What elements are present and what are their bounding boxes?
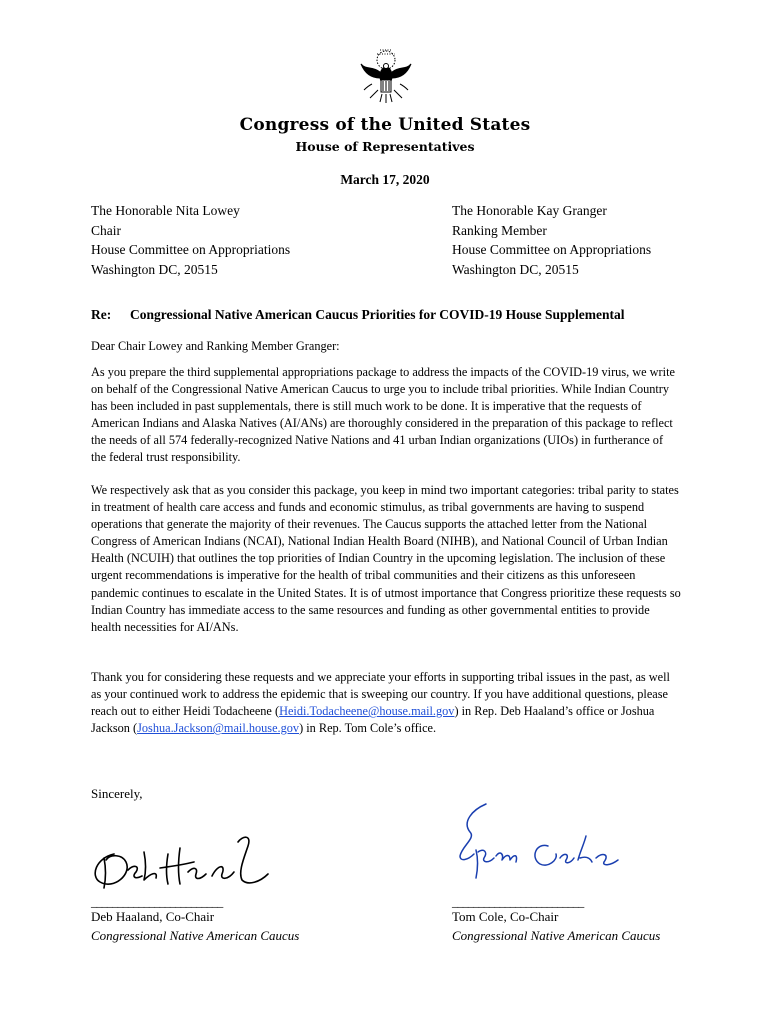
signer-block-haaland xyxy=(91,907,299,945)
signature-haaland xyxy=(88,824,278,896)
paragraph-text-part1: Thank you for considering these requests and we appreciate your efforts in supporting tribal issues in the past, as well as your continued work to address the epidemic that is sweeping our country. If you have additional questions, please reach out to either Heidi Todacheene ( xyxy=(91,670,670,719)
subject-line xyxy=(91,307,624,323)
recipient-committee: House Committee on Appropriations xyxy=(91,242,291,257)
recipient-name: The Honorable Nita Lowey xyxy=(91,203,240,218)
signer-title: Congressional Native American Caucus xyxy=(91,928,300,943)
email-link-todacheene[interactable]: Heidi.Todacheene@house.mail.gov xyxy=(279,704,455,719)
recipient-address-right xyxy=(452,201,651,279)
letterhead-org-name: Congress of the United States xyxy=(239,115,531,135)
letter-date: March 17, 2020 xyxy=(340,172,430,187)
salutation: Dear Chair Lowey and Ranking Member Granger: xyxy=(91,339,340,353)
signature-cole xyxy=(452,796,622,892)
signer-name: Deb Haaland, Co-Chair xyxy=(91,909,215,924)
letterhead-chamber: House of Representatives xyxy=(295,139,475,154)
subject-text: Congressional Native American Caucus Priorities for COVID-19 House Supplemental xyxy=(130,307,625,322)
recipient-role: Chair xyxy=(91,222,121,238)
paragraph-text-part3: ) in Rep. Tom Cole’s office. xyxy=(299,721,437,736)
signature-line-left: _________________________ xyxy=(91,895,223,909)
paragraph-text-part2: ) in Rep. Deb Haaland’s office or Joshua Jackson ( xyxy=(91,704,655,736)
closing: Sincerely, xyxy=(91,786,143,801)
recipient-city: Washington DC, 20515 xyxy=(452,261,579,277)
signer-title: Congressional Native American Caucus xyxy=(452,928,661,943)
body-paragraph-1 xyxy=(91,364,681,467)
signer-name: Tom Cole, Co-Chair xyxy=(452,909,559,924)
subject-label: Re: xyxy=(91,307,112,322)
body-paragraph-3 xyxy=(91,669,681,737)
email-link-jackson[interactable]: Joshua.Jackson@mail.house.gov xyxy=(137,721,300,736)
recipient-role: Ranking Member xyxy=(452,222,547,238)
paragraph-text: We respectively ask that as you consider this package, you keep in mind two important categories: tribal parity to states in treatment of health care access and funds and economic stimulus, as tribal governments are having to suspend operations that generate the majority of their revenues. The Caucus supports the attached letter from the National Congress of American Indians (NCAI), National Indian Health Board (NIHB), and National Council of Urban Indian Health (NCUIH) that outlines the top priorities of Indian Country in the upcoming legislation. The inclusion of these urgent recommendations is imperative for the health of tribal communities and their citizens as this unforeseen pandemic continues to escalate in the United States. It is of utmost importance that Congress prioritize these requests so Indian Country has immediate access to the same resources and funding as other governmental entities to provide health necessities for AI/ANs. xyxy=(91,483,681,634)
body-paragraph-2 xyxy=(91,482,681,636)
great-seal-icon xyxy=(358,44,414,106)
recipient-address-left xyxy=(91,201,290,279)
recipient-city: Washington DC, 20515 xyxy=(91,261,218,277)
recipient-committee: House Committee on Appropriations xyxy=(452,242,652,257)
signer-block-cole xyxy=(452,907,660,945)
recipient-name: The Honorable Kay Granger xyxy=(452,203,607,218)
paragraph-text xyxy=(91,669,681,737)
signature-line-right: _________________________ xyxy=(452,895,584,909)
paragraph-text: As you prepare the third supplemental appropriations package to address the impacts of the COVID-19 virus, we write on behalf of the Congressional Native American Caucus to urge you to include tribal priorities. While Indian Country has been included in past supplementals, there is still much work to be done. It is imperative that the requests of American Indians and Alaska Natives (AI/ANs) are thoroughly considered in the preparation of this package to reflect the needs of all 574 federally-recognized Native Nations and 41 urban Indian organizations (UIOs) in furtherance of the federal trust responsibility. xyxy=(91,365,675,465)
